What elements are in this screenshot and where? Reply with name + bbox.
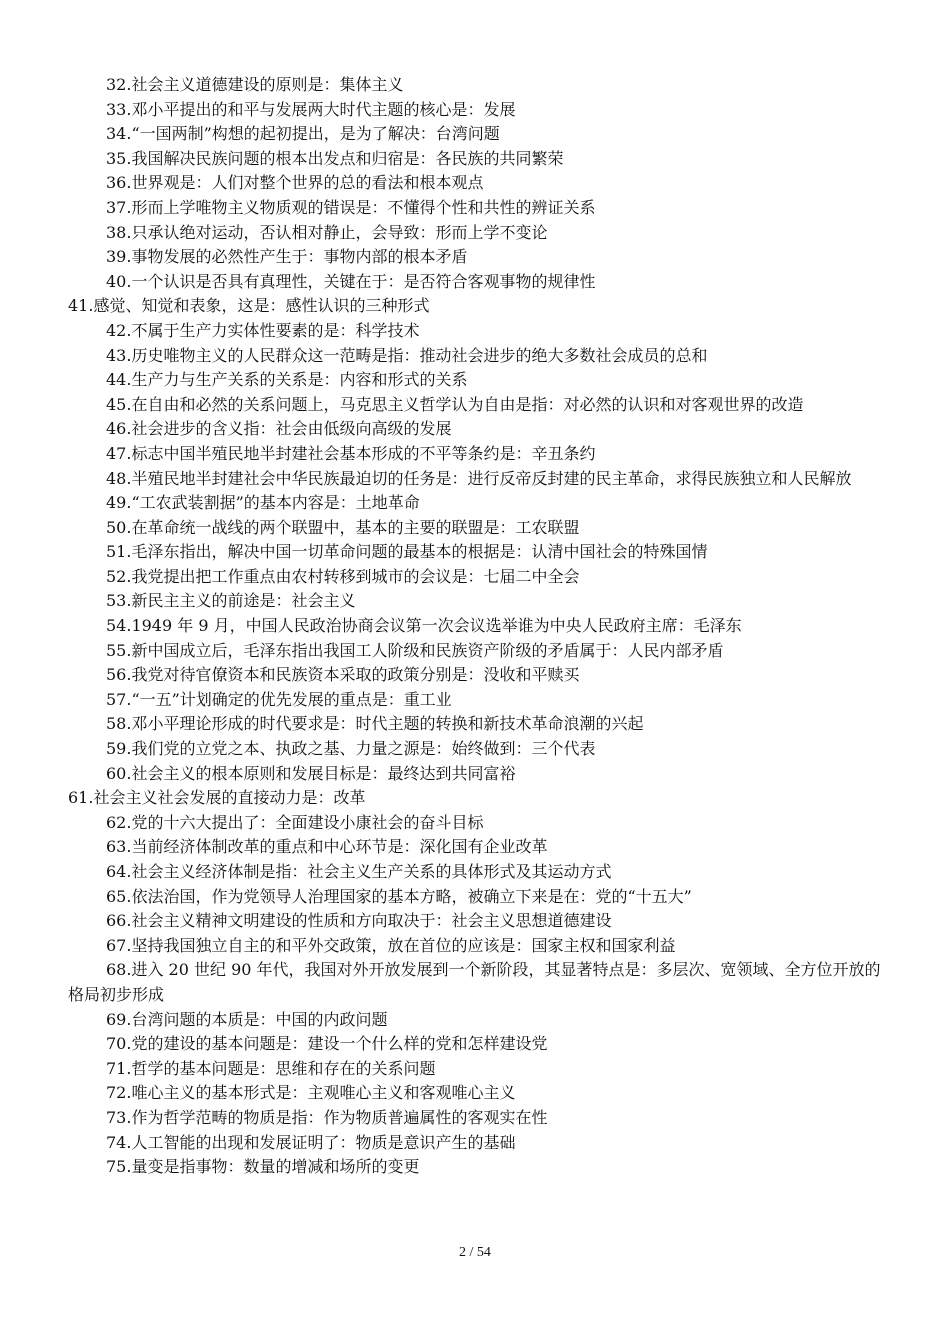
question-paragraph: 65.依法治国，作为党领导人治理国家的基本方略，被确立下来是在：党的“十五大” bbox=[106, 886, 692, 906]
question-paragraph: 67.坚持我国独立自主的和平外交政策，放在首位的应该是：国家主权和国家利益 bbox=[106, 935, 676, 955]
question-paragraph: 36.世界观是：人们对整个世界的总的看法和根本观点 bbox=[106, 173, 484, 193]
question-paragraph: 56.我党对待官僚资本和民族资本采取的政策分别是：没收和平赎买 bbox=[106, 665, 580, 685]
question-paragraph: 72.唯心主义的基本形式是：主观唯心主义和客观唯心主义 bbox=[106, 1083, 516, 1103]
question-paragraph: 54.1949 年 9 月，中国人民政治协商会议第一次会议选举谁为中央人民政府主席：毛泽东 bbox=[106, 616, 742, 636]
question-paragraph: 53.新民主主义的前途是：社会主义 bbox=[106, 591, 356, 611]
question-paragraph: 75.量变是指事物：数量的增减和场所的变更 bbox=[106, 1157, 420, 1177]
question-paragraph: 71.哲学的基本问题是：思维和存在的关系问题 bbox=[106, 1058, 436, 1078]
question-paragraph: 66.社会主义精神文明建设的性质和方向取决于：社会主义思想道德建设 bbox=[106, 911, 612, 931]
question-paragraph: 60.社会主义的根本原则和发展目标是：最终达到共同富裕 bbox=[106, 763, 516, 783]
page-number: 2 / 54 bbox=[459, 1245, 491, 1260]
document-body bbox=[68, 73, 894, 1180]
question-paragraph: 49.“工农武装割据”的基本内容是：土地革命 bbox=[106, 493, 420, 513]
question-paragraph: 69.台湾问题的本质是：中国的内政问题 bbox=[106, 1009, 388, 1029]
question-paragraph: 50.在革命统一战线的两个联盟中，基本的主要的联盟是：工农联盟 bbox=[106, 517, 580, 537]
question-paragraph: 64.社会主义经济体制是指：社会主义生产关系的具体形式及其运动方式 bbox=[106, 862, 612, 881]
question-paragraph: 38.只承认绝对运动，否认相对静止，会导致：形而上学不变论 bbox=[106, 222, 548, 242]
question-paragraph: 37.形而上学唯物主义物质观的错误是：不懂得个性和共性的辨证关系 bbox=[106, 197, 596, 217]
question-paragraph: 42.不属于生产力实体性要素的是：科学技术 bbox=[106, 320, 420, 340]
question-paragraph: 40.一个认识是否具有真理性，关键在于：是否符合客观事物的规律性 bbox=[106, 271, 596, 291]
question-paragraph: 35.我国解决民族问题的根本出发点和归宿是：各民族的共同繁荣 bbox=[106, 148, 564, 168]
question-paragraph: 41.感觉、知觉和表象，这是：感性认识的三种形式 bbox=[68, 296, 430, 316]
question-paragraph: 43.历史唯物主义的人民群众这一范畴是指：推动社会进步的绝大多数社会成员的总和 bbox=[106, 345, 708, 365]
question-paragraph: 51.毛泽东指出，解决中国一切革命问题的最基本的根据是：认清中国社会的特殊国情 bbox=[106, 542, 708, 562]
question-paragraph: 34.“一国两制”构想的起初提出，是为了解决：台湾问题 bbox=[106, 124, 500, 144]
question-paragraph: 62.党的十六大提出了：全面建设小康社会的奋斗目标 bbox=[106, 812, 484, 832]
question-paragraph: 52.我党提出把工作重点由农村转移到城市的会议是：七届二中全会 bbox=[106, 566, 580, 586]
question-paragraph: 46.社会进步的含义指：社会由低级向高级的发展 bbox=[106, 419, 452, 439]
question-paragraph: 73.作为哲学范畴的物质是指：作为物质普遍属性的客观实在性 bbox=[106, 1107, 548, 1127]
question-paragraph: 39.事物发展的必然性产生于：事物内部的根本矛盾 bbox=[106, 247, 468, 267]
question-paragraph: 33.邓小平提出的和平与发展两大时代主题的核心是：发展 bbox=[106, 99, 516, 119]
question-paragraph: 45.在自由和必然的关系问题上，马克思主义哲学认为自由是指：对必然的认识和对客观世界的改造 bbox=[106, 394, 804, 414]
question-paragraph: 57.“一五”计划确定的优先发展的重点是：重工业 bbox=[106, 689, 452, 709]
question-paragraph: 59.我们党的立党之本、执政之基、力量之源是：始终做到：三个代表 bbox=[106, 739, 596, 759]
question-paragraph: 68.进入 20 世纪 90 年代，我国对外开放发展到一个新阶段，其显著特点是：多层次、宽领域、全方位开放的格局初步形成 bbox=[68, 960, 881, 1004]
question-paragraph: 48.半殖民地半封建社会中华民族最迫切的任务是：进行反帝反封建的民主革命，求得民族独立和人民解放 bbox=[106, 468, 852, 488]
question-paragraph: 58.邓小平理论形成的时代要求是：时代主题的转换和新技术革命浪潮的兴起 bbox=[106, 714, 644, 734]
question-paragraph: 47.标志中国半殖民地半封建社会基本形成的不平等条约是：辛丑条约 bbox=[106, 443, 596, 463]
question-paragraph: 44.生产力与生产关系的关系是：内容和形式的关系 bbox=[106, 370, 468, 390]
question-paragraph: 61.社会主义社会发展的直接动力是：改革 bbox=[68, 788, 366, 808]
question-paragraph: 32.社会主义道德建设的原则是：集体主义 bbox=[106, 75, 404, 94]
question-paragraph: 55.新中国成立后，毛泽东指出我国工人阶级和民族资产阶级的矛盾属于：人民内部矛盾 bbox=[106, 640, 724, 660]
question-paragraph: 63.当前经济体制改革的重点和中心环节是：深化国有企业改革 bbox=[106, 837, 548, 857]
question-paragraph: 70.党的建设的基本问题是：建设一个什么样的党和怎样建设党 bbox=[106, 1034, 548, 1054]
question-paragraph: 74.人工智能的出现和发展证明了：物质是意识产生的基础 bbox=[106, 1132, 516, 1152]
